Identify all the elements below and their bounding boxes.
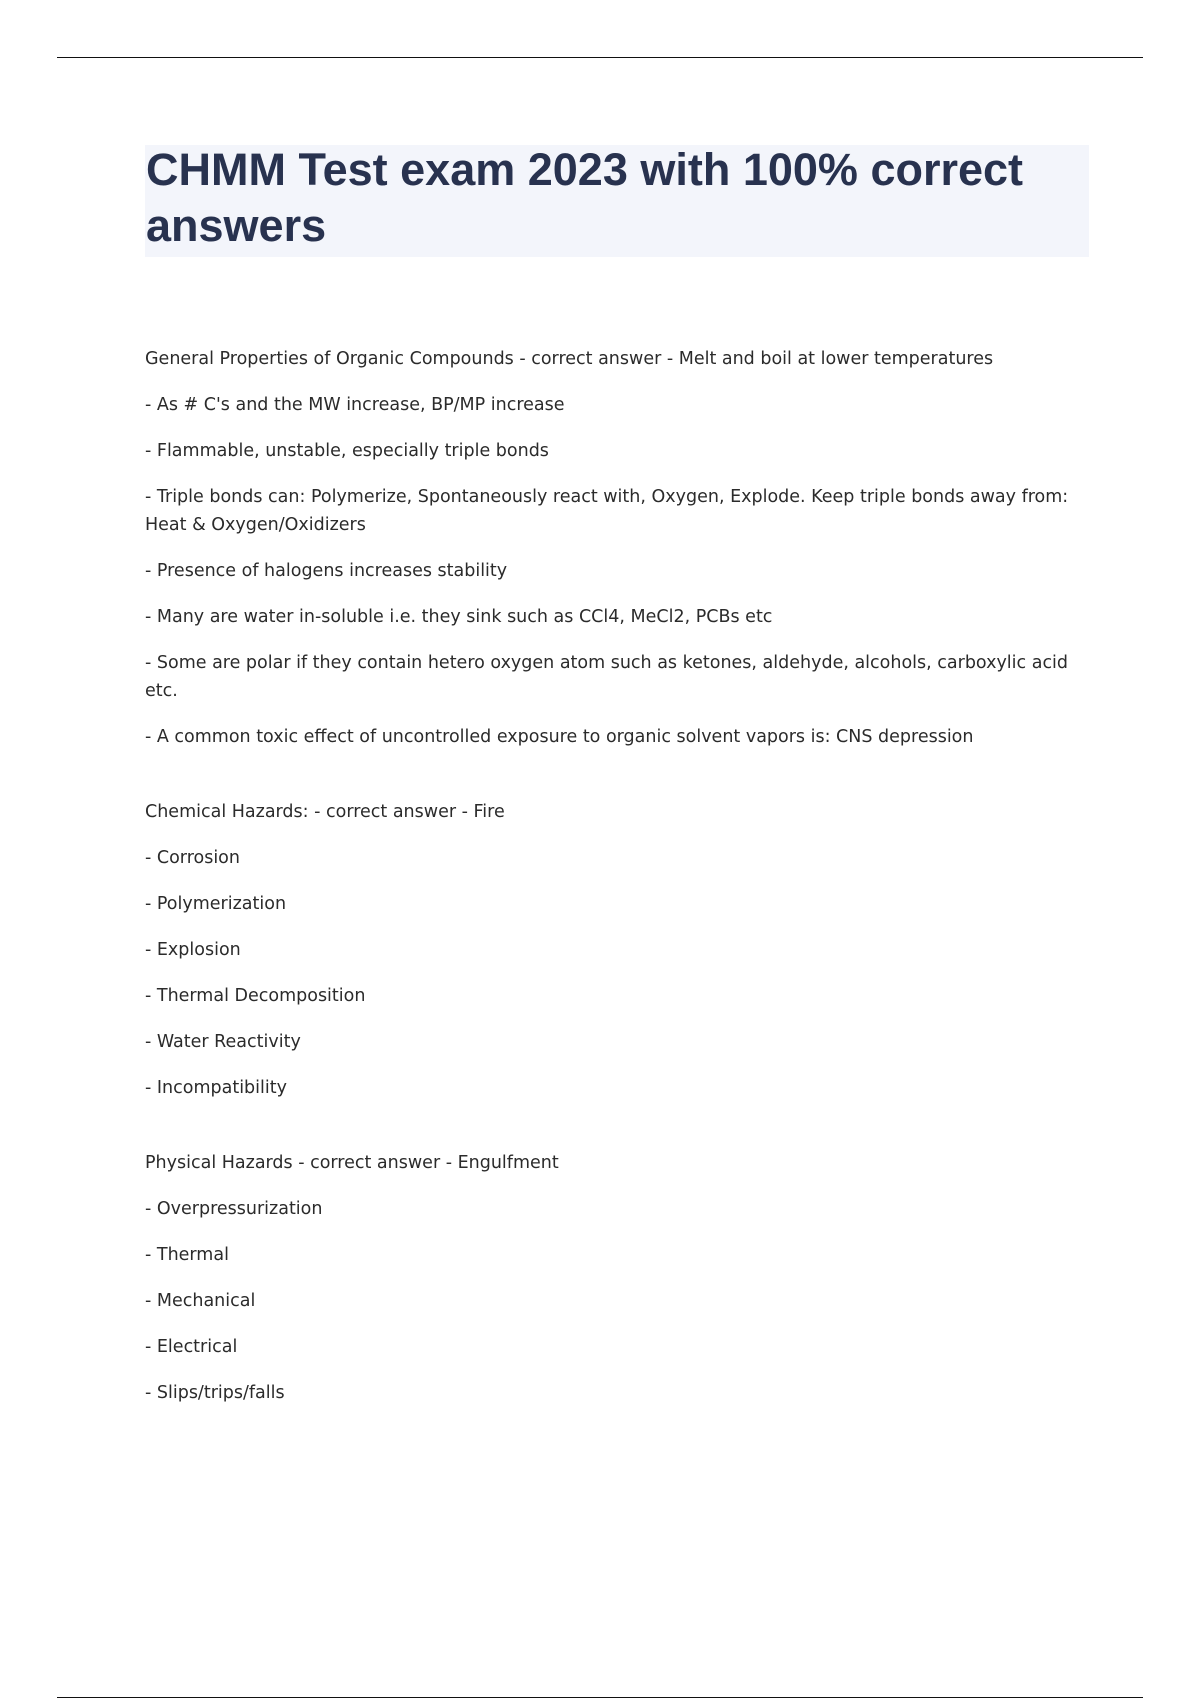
answer-line: - Many are water in-soluble i.e. they sink such as CCl4, MeCl2, PCBs etc xyxy=(145,607,773,627)
answer-line: - Some are polar if they contain hetero oxygen atom such as ketones, aldehyde, alcohols, carboxylic acid etc. xyxy=(145,653,1069,701)
section-physical-hazards xyxy=(145,1149,1085,1407)
answer-line: - As # C's and the MW increase, BP/MP increase xyxy=(145,395,565,415)
section-organic-compounds xyxy=(145,345,1085,751)
answer-line: - Water Reactivity xyxy=(145,1032,301,1052)
section-chemical-hazards xyxy=(145,798,1085,1102)
answer-line: - Incompatibility xyxy=(145,1078,287,1098)
answer-line: - Corrosion xyxy=(145,848,240,868)
answer-line: - Slips/trips/falls xyxy=(145,1383,285,1403)
answer-line: - Presence of halogens increases stability xyxy=(145,561,508,581)
answer-line: - A common toxic effect of uncontrolled exposure to organic solvent vapors is: CNS depression xyxy=(145,727,974,747)
answer-line: - Thermal xyxy=(145,1245,229,1265)
header-rule xyxy=(57,57,1143,58)
document-body xyxy=(145,345,1085,1407)
question-line: Physical Hazards - correct answer - Engulfment xyxy=(145,1153,559,1173)
answer-line: - Polymerization xyxy=(145,894,287,914)
answer-line: - Electrical xyxy=(145,1337,238,1357)
answer-line: - Flammable, unstable, especially triple bonds xyxy=(145,441,549,461)
answer-line: - Overpressurization xyxy=(145,1199,323,1219)
document-title: CHMM Test exam 2023 with 100% correct answers xyxy=(146,144,1024,251)
question-line: Chemical Hazards: - correct answer - Fire xyxy=(145,802,505,822)
answer-line: - Triple bonds can: Polymerize, Spontaneously react with, Oxygen, Explode. Keep triple bonds away from: Heat & Oxygen/Oxidizers xyxy=(145,487,1069,535)
question-line: General Properties of Organic Compounds - correct answer - Melt and boil at lower temperatures xyxy=(145,349,994,369)
answer-line: - Mechanical xyxy=(145,1291,256,1311)
answer-line: - Thermal Decomposition xyxy=(145,986,366,1006)
answer-line: - Explosion xyxy=(145,940,241,960)
footer-rule xyxy=(57,1697,1143,1698)
